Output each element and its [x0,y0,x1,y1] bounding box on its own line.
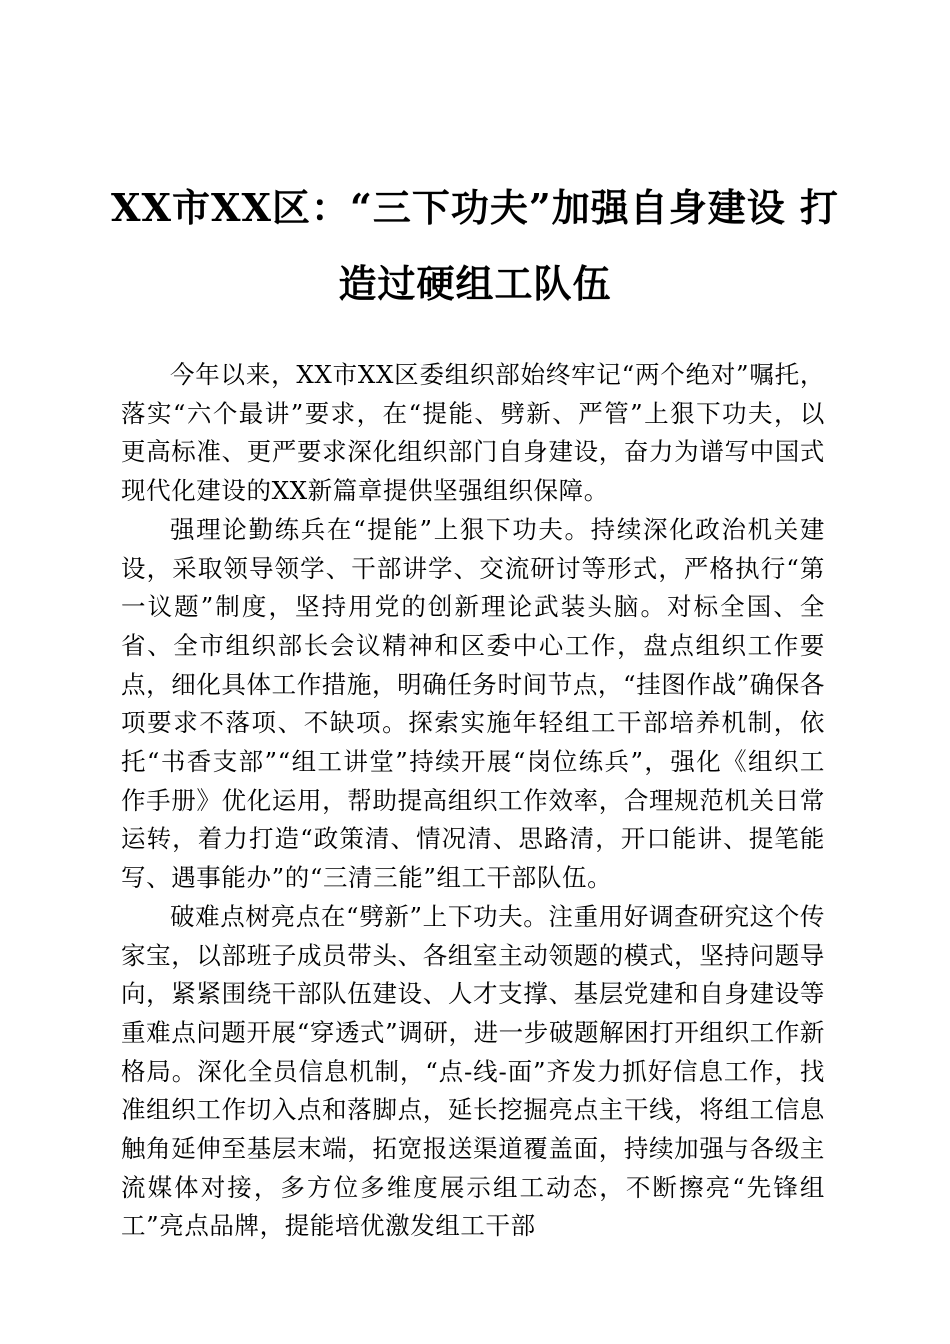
paragraph-innovation: 破难点树亮点在“劈新”上下功夫。注重用好调查研究这个传家宝，以部班子成员带头、各组室主动领题的模式，坚持问题导向，紧紧围绕干部队伍建设、人才支撑、基层党建和自身建设等重难点问题开展“穿透式”调研，进一步破题解困打开组织工作新格局。深化全员信息机制，“点-线-面”齐发力抓好信息工作，找准组织工作切入点和落脚点，延长挖掘亮点主干线，将组工信息触角延伸至基层末端，拓宽报送渠道覆盖面，持续加强与各级主流媒体对接，多方位多维度展示组工动态，不断擦亮“先锋组工”亮点品牌，提能培优激发组工干部 [121,901,825,1241]
paragraph-capability: 强理论勤练兵在“提能”上狠下功夫。持续深化政治机关建设，采取领导领学、干部讲学、交流研讨等形式，严格执行“第一议题”制度，坚持用党的创新理论武装头脑。对标全国、全省、全市组织部长会议精神和区委中心工作，盘点组织工作要点，细化具体工作措施，明确任务时间节点，“挂图作战”确保各项要求不落项、不缺项。探索实施年轻组工干部培养机制，依托“书香支部”“组工讲堂”持续开展“岗位练兵”，强化《组织工作手册》优化运用，帮助提高组织工作效率，合理规范机关日常运转，着力打造“政策清、情况清、思路清，开口能讲、提笔能写、遇事能办”的“三清三能”组工干部队伍。 [121,514,825,893]
document-body [121,356,825,1246]
document-title: XX市XX区：“三下功夫”加强自身建设 打造过硬组工队伍 [111,185,839,306]
paragraph-intro: 今年以来，XX市XX区委组织部始终牢记“两个绝对”嘱托，落实“六个最讲”要求，在“提能、劈新、严管”上狠下功夫，以更高标准、更严要求深化组织部门自身建设，奋力为谱写中国式现代化建设的XX新篇章提供坚强组织保障。 [121,360,825,506]
